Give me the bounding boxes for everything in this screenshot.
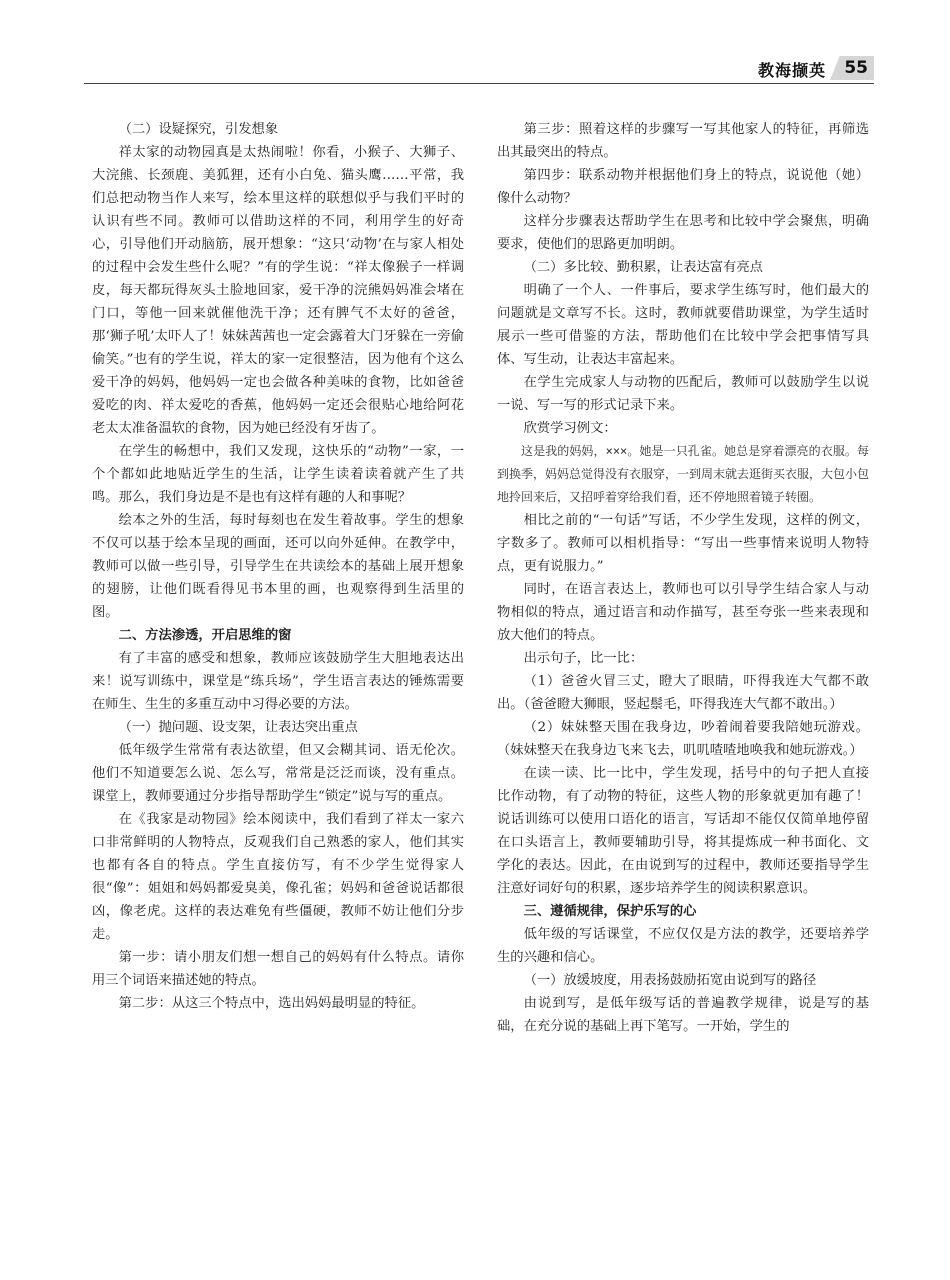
paragraph: 第三步：照着这样的步骤写一写其他家人的特征，再筛选出其最突出的特点。	[497, 122, 869, 160]
paragraph: 欣赏学习例文：	[523, 421, 617, 436]
paragraph: 同时，在语言表达上，教师也可以引导学生结合家人与动物相似的特点，通过语言和动作描写，甚至夸张一些来表现和放大他们的特点。	[497, 582, 869, 643]
header-rule	[84, 83, 874, 84]
paragraph: 低年级学生常常有表达欲望，但又会糊其词、语无伦次。他们不知道要怎么说、怎么写，常常是泛泛而谈，没有重点。课堂上，教师要通过分步指导帮助学生“锁定”说与写的重点。	[92, 743, 464, 804]
paragraph: 这样分步骤表达帮助学生在思考和比较中学会聚焦，明确要求，使他们的思路更加明朗。	[497, 214, 869, 252]
paragraph: 明确了一个人、一件事后，要求学生练写时，他们最大的问题就是文章写不长。这时，教师就要借助课堂，为学生适时展示一些可借鉴的方法，帮助他们在比较中学会把事情写具体、写生动，让表达丰富起来。	[497, 283, 869, 367]
paragraph: 相比之前的“一句话”写话，不少学生发现，这样的例文，字数多了。教师可以相机指导：“写出一些事情来说明人物特点，更有说服力。”	[497, 513, 869, 574]
paragraph: 在学生完成家人与动物的匹配后，教师可以鼓励学生以说一说、写一写的形式记录下来。	[497, 375, 869, 413]
section-heading: （二）多比较、勤积累，让表达富有亮点	[523, 260, 763, 275]
paragraph: 在《我家是动物园》绘本阅读中，我们看到了祥太一家六口非常鲜明的人物特点，反观我们自己熟悉的家人，他们其实也都有各自的特点。学生直接仿写，有不少学生觉得家人很“像”：姐姐和妈妈都爱臭美，像孔雀；妈妈和爸爸说话都很凶，像老虎。这样的表达难免有些僵硬，教师不妨让他们分步走。	[92, 812, 464, 942]
paragraph: （2）妹妹整天围在我身边，吵着闹着要我陪她玩游戏。（妹妹整天在我身边飞来飞去，叽叽喳喳地唤我和她玩游戏。）	[497, 720, 869, 758]
paragraph: 第一步：请小朋友们想一想自己的妈妈有什么特点。请你用三个词语来描述她的特点。	[92, 950, 464, 988]
example-text: 这是我的妈妈，×××。她是一只孔雀。她总是穿着漂亮的衣服。每到换季，妈妈总觉得没有衣服穿，一到周末就去逛街买衣服，大包小包地拎回来后，又招呼着穿给我们看，还不停地照着镜子转圈。	[497, 444, 870, 504]
paragraph: 有了丰富的感受和想象，教师应该鼓励学生大胆地表达出来！说写训练中，课堂是“练兵场”，学生语言表达的锤炼需要在师生、生生的多重互动中习得必要的方法。	[92, 651, 464, 712]
paragraph: 出示句子，比一比：	[523, 651, 644, 666]
paragraph: 绘本之外的生活，每时每刻也在发生着故事。学生的想象不仅可以基于绘本呈现的画面，还可以向外延伸。在教学中，教师可以做一些引导，引导学生在共读绘本的基础上展开想象的翅膀，让他们既看得见书本里的画，也观察得到生活里的图。	[92, 513, 464, 620]
paragraph: 低年级的写话课堂，不应仅仅是方法的教学，还要培养学生的兴趣和信心。	[497, 927, 869, 965]
journal-title: 教海撷英	[757, 61, 826, 80]
paragraph: 第四步：联系动物并根据他们身上的特点，说说他（她）像什么动物？	[497, 168, 869, 206]
paragraph: 祥太家的动物园真是太热闹啦！你看，小猴子、大狮子、大浣熊、长颈鹿、美狐狸，还有小白兔、猫头鹰……平常，我们总把动物当作人来写，绘本里这样的联想似乎与我们平时的认识有些不同。教师可以借助这样的不同，利用学生的好奇心，引导他们开动脑筋，展开想象：“这只‘动物’在与家人相处的过程中会发生些什么呢？”有的学生说：“祥太像猴子一样调皮，每天都玩得灰头土脸地回家，爱干净的浣熊妈妈准会堵在门口，等他一回来就催他洗干净；还有脾气不太好的爸爸，那‘狮子吼’太吓人了！妹妹茜茜也一定会露着大门牙躲在一旁偷偷笑。”也有的学生说，祥太的家一定很整洁，因为他有个这么爱干净的妈妈，他妈妈一定也会做各种美味的食物，比如爸爸爱吃的肉、祥太爱吃的香蕉，他妈妈一定还会很贴心地给阿花老太太准备温软的食物，因为她已经没有牙齿了。	[92, 145, 464, 436]
paragraph: （1）爸爸火冒三丈，瞪大了眼睛，吓得我连大气都不敢出。（爸爸瞪大狮眼，竖起鬃毛，吓得我连大气都不敢出。）	[497, 674, 869, 712]
paragraph: 在学生的畅想中，我们又发现，这快乐的“动物”一家，一个个都如此地贴近学生的生活，让学生读着读着就产生了共鸣。那么，我们身边是不是也有这样有趣的人和事呢？	[92, 444, 464, 505]
section-heading: 二、方法渗透，开启思维的窗	[118, 628, 292, 643]
right-column	[497, 118, 869, 1038]
section-heading: （一）放缓坡度，用表扬鼓励拓宽由说到写的路径	[523, 973, 817, 988]
section-heading: （二）设疑探究，引发想象	[118, 122, 279, 137]
paragraph: 在读一读、比一比中，学生发现，括号中的句子把人直接比作动物，有了动物的特征，这些人物的形象就更加有趣了！说话训练可以使用口语化的语言，写话却不能仅仅简单地停留在口头语言上，教师要辅助引导，将其提炼成一种书面化、文学化的表达。因此，在由说到写的过程中，教师还要指导学生注意好词好句的积累，逐步培养学生的阅读积累意识。	[497, 766, 869, 896]
section-heading: （一）抛问题、设支架，让表达突出重点	[118, 720, 358, 735]
paragraph: 第二步：从这三个特点中，选出妈妈最明显的特征。	[118, 996, 425, 1011]
left-column	[92, 118, 464, 1015]
paragraph: 由说到写，是低年级写话的普遍教学规律，说是写的基础，在充分说的基础上再下笔写。一开始，学生的	[497, 996, 869, 1034]
page-header	[84, 56, 874, 84]
section-heading: 三、遵循规律，保护乐写的心	[523, 904, 697, 919]
page-number: 55	[844, 58, 868, 78]
